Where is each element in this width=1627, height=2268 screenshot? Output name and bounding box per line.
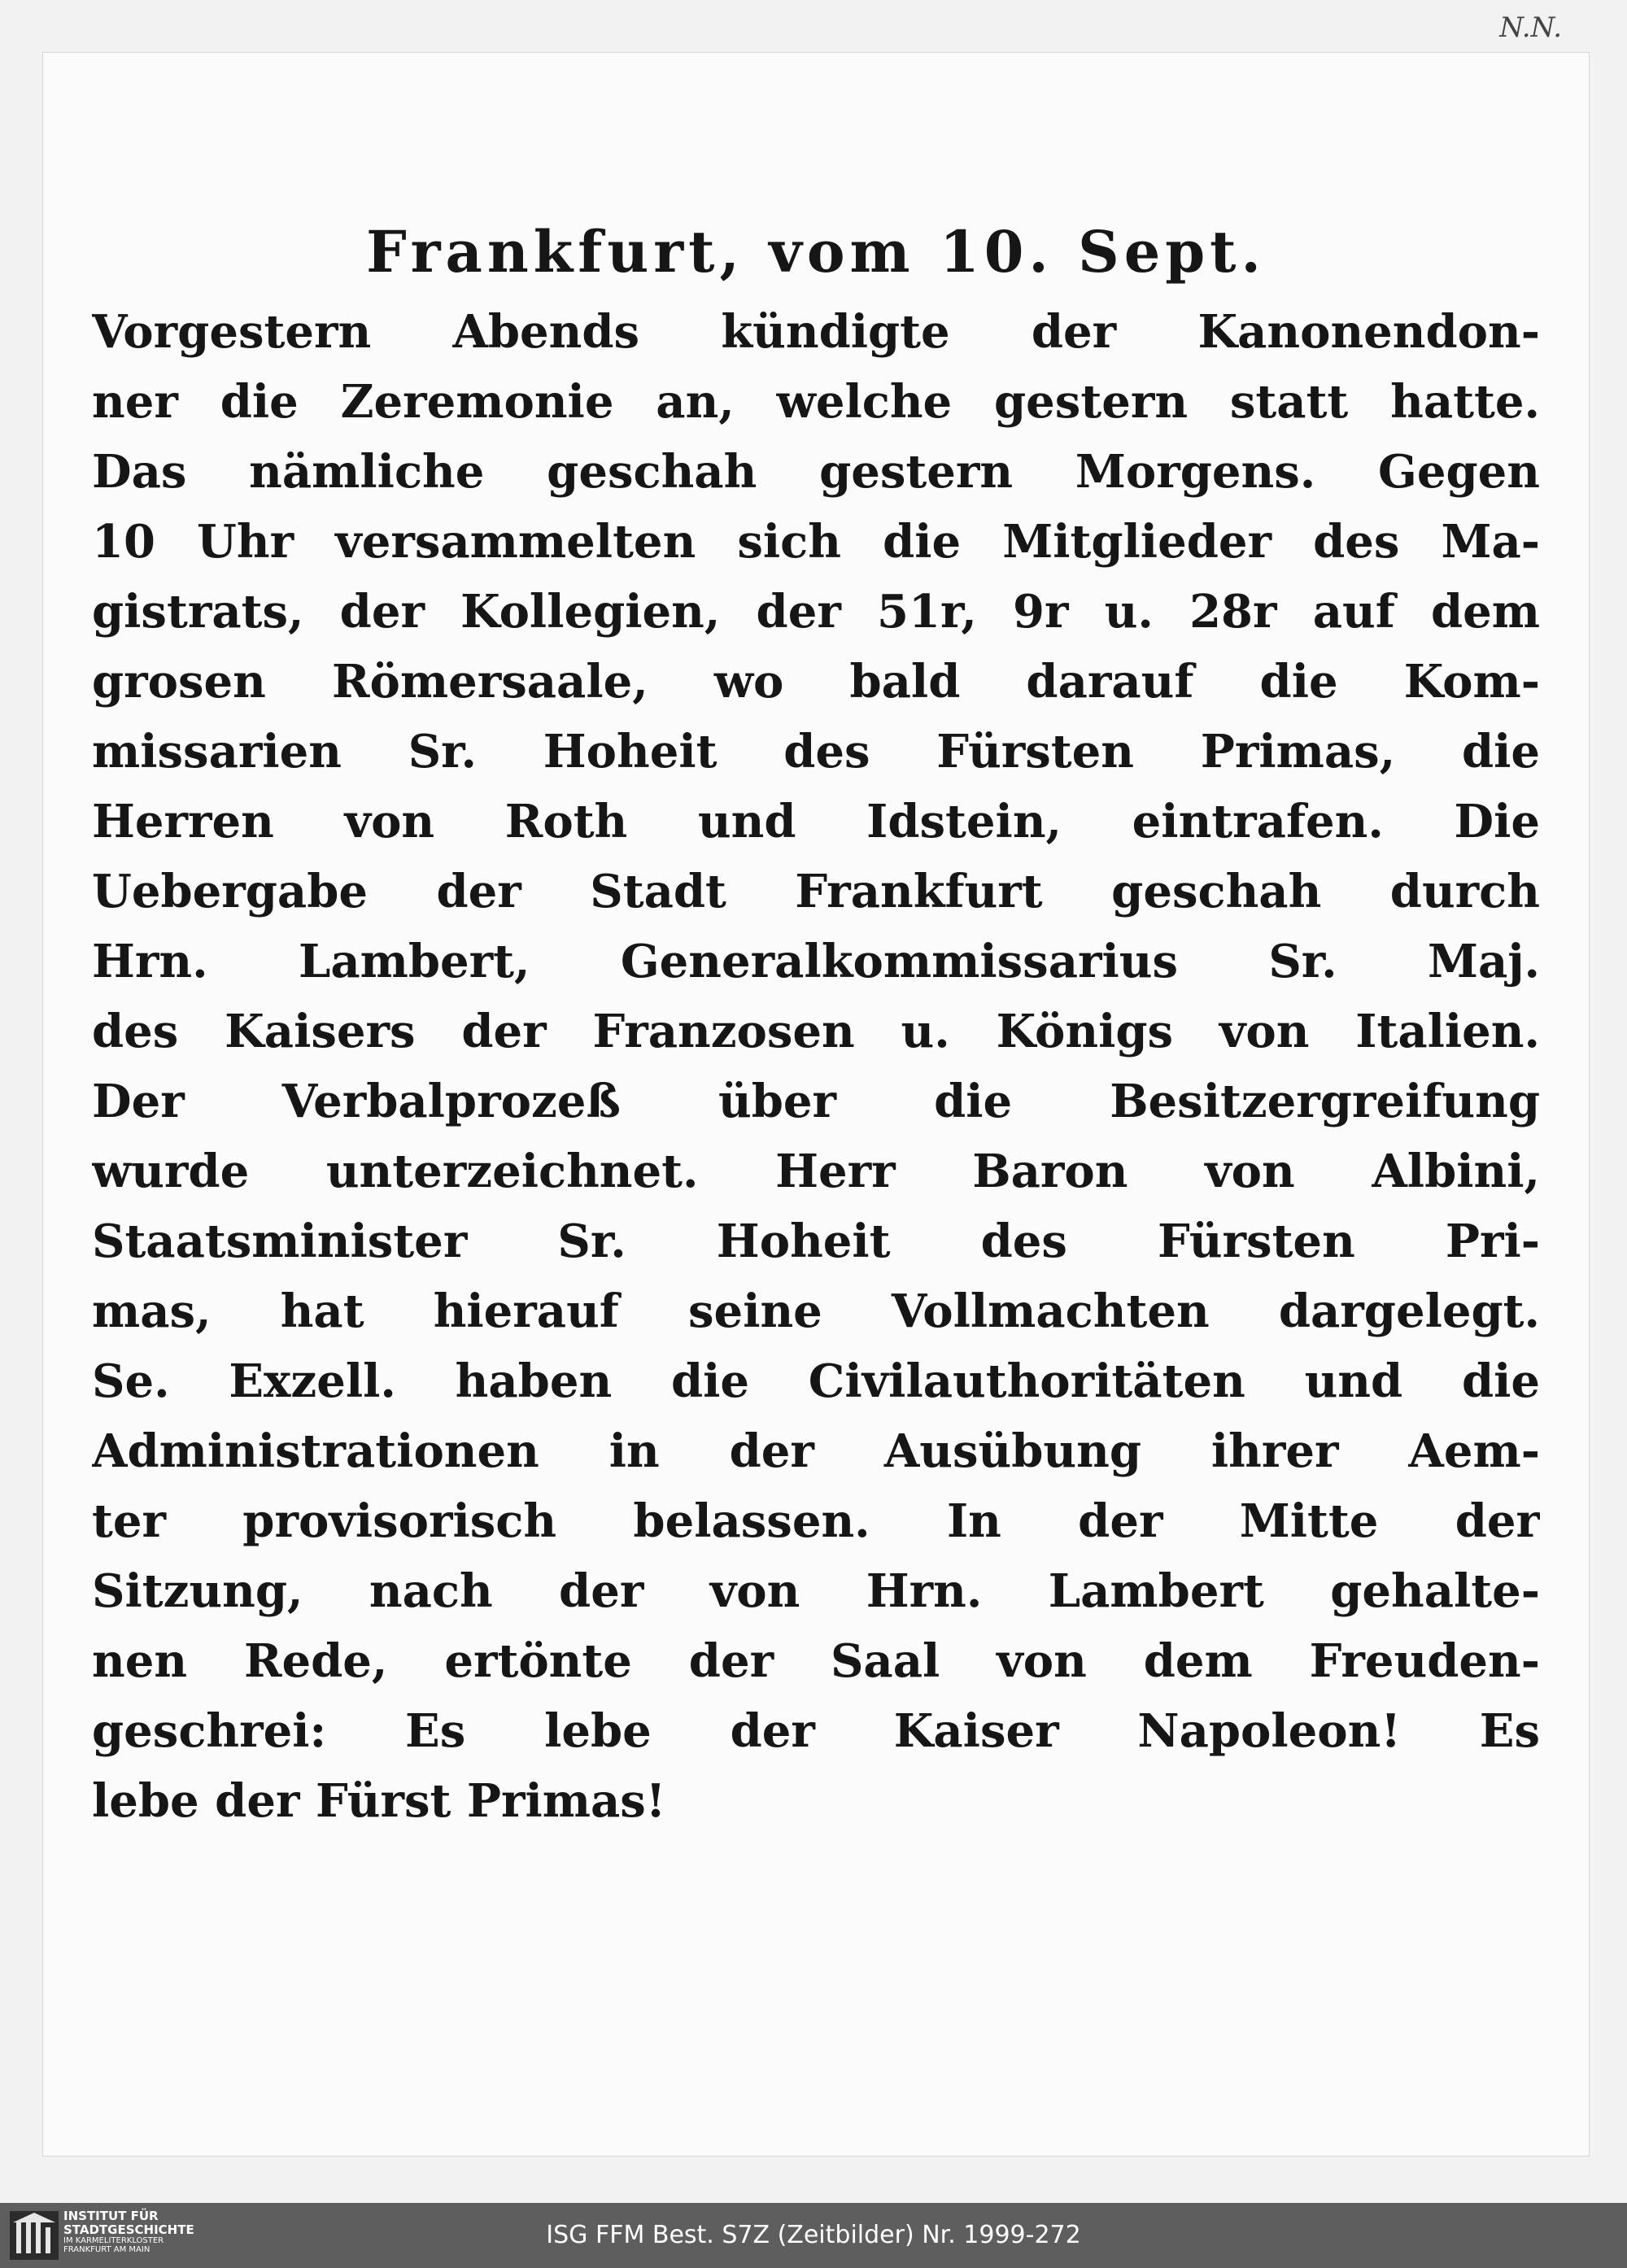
article-line: Sitzung, nach der von Hrn. Lambert gehalte-: [92, 1564, 1540, 1618]
article-line: grosen Römersaale, wo bald darauf die Kom-: [92, 655, 1540, 709]
article-line: nen Rede, ertönte der Saal von dem Freuden-: [92, 1634, 1540, 1688]
newspaper-article: [92, 207, 1540, 1836]
article-line: missarien Sr. Hoheit des Fürsten Primas, die: [92, 725, 1540, 779]
institute-line: FRANKFURT AM MAIN: [63, 2245, 150, 2254]
article-line: ner die Zeremonie an, welche gestern statt hatte.: [92, 375, 1540, 429]
institute-line: STADTGESCHICHTE: [63, 2222, 194, 2237]
document-card: [42, 52, 1590, 2157]
archive-caption: ISG FFM Best. S7Z (Zeitbilder) Nr. 1999-272: [546, 2221, 1081, 2249]
institute-line: IM KARMELITERKLOSTER: [63, 2236, 164, 2245]
article-line: wurde unterzeichnet. Herr Baron von Albini,: [92, 1145, 1540, 1198]
article-line: Uebergabe der Stadt Frankfurt geschah durch: [92, 865, 1540, 918]
article-line: 10 Uhr versammelten sich die Mitglieder des Ma-: [92, 515, 1540, 569]
article-line: Vorgestern Abends kündigte der Kanonendon-: [92, 305, 1540, 359]
article-line: Hrn. Lambert, Generalkommissarius Sr. Maj.: [92, 935, 1540, 988]
article-line: Herren von Roth und Idstein, eintrafen. Die: [92, 795, 1540, 848]
article-line: Se. Exzell. haben die Civilauthoritäten und die: [92, 1354, 1540, 1408]
article-line: ter provisorisch belassen. In der Mitte der: [92, 1494, 1540, 1548]
article-line: Staatsminister Sr. Hoheit des Fürsten Pri-: [92, 1215, 1540, 1268]
article-line: Administrationen in der Ausübung ihrer Aem-: [92, 1424, 1540, 1478]
article-line: mas, hat hierauf seine Vollmachten dargelegt.: [92, 1284, 1540, 1338]
institute-line: INSTITUT FÜR: [63, 2209, 159, 2223]
article-line: Der Verbalprozeß über die Besitzergreifung: [92, 1075, 1540, 1128]
article-line: lebe der Fürst Primas!: [92, 1774, 666, 1828]
article-line: des Kaisers der Franzosen u. Königs von Italien.: [92, 1005, 1540, 1058]
archive-footer: [0, 2203, 1627, 2268]
article-line: Das nämliche geschah gestern Morgens. Gegen: [92, 445, 1540, 499]
article-line: gistrats, der Kollegien, der 51r, 9r u. 28r auf dem: [92, 585, 1540, 639]
article-line: geschrei: Es lebe der Kaiser Napoleon! Es: [92, 1704, 1540, 1758]
corner-note: N.N.: [1499, 11, 1562, 44]
article-title: Frankfurt, vom 10. Sept.: [366, 218, 1266, 286]
